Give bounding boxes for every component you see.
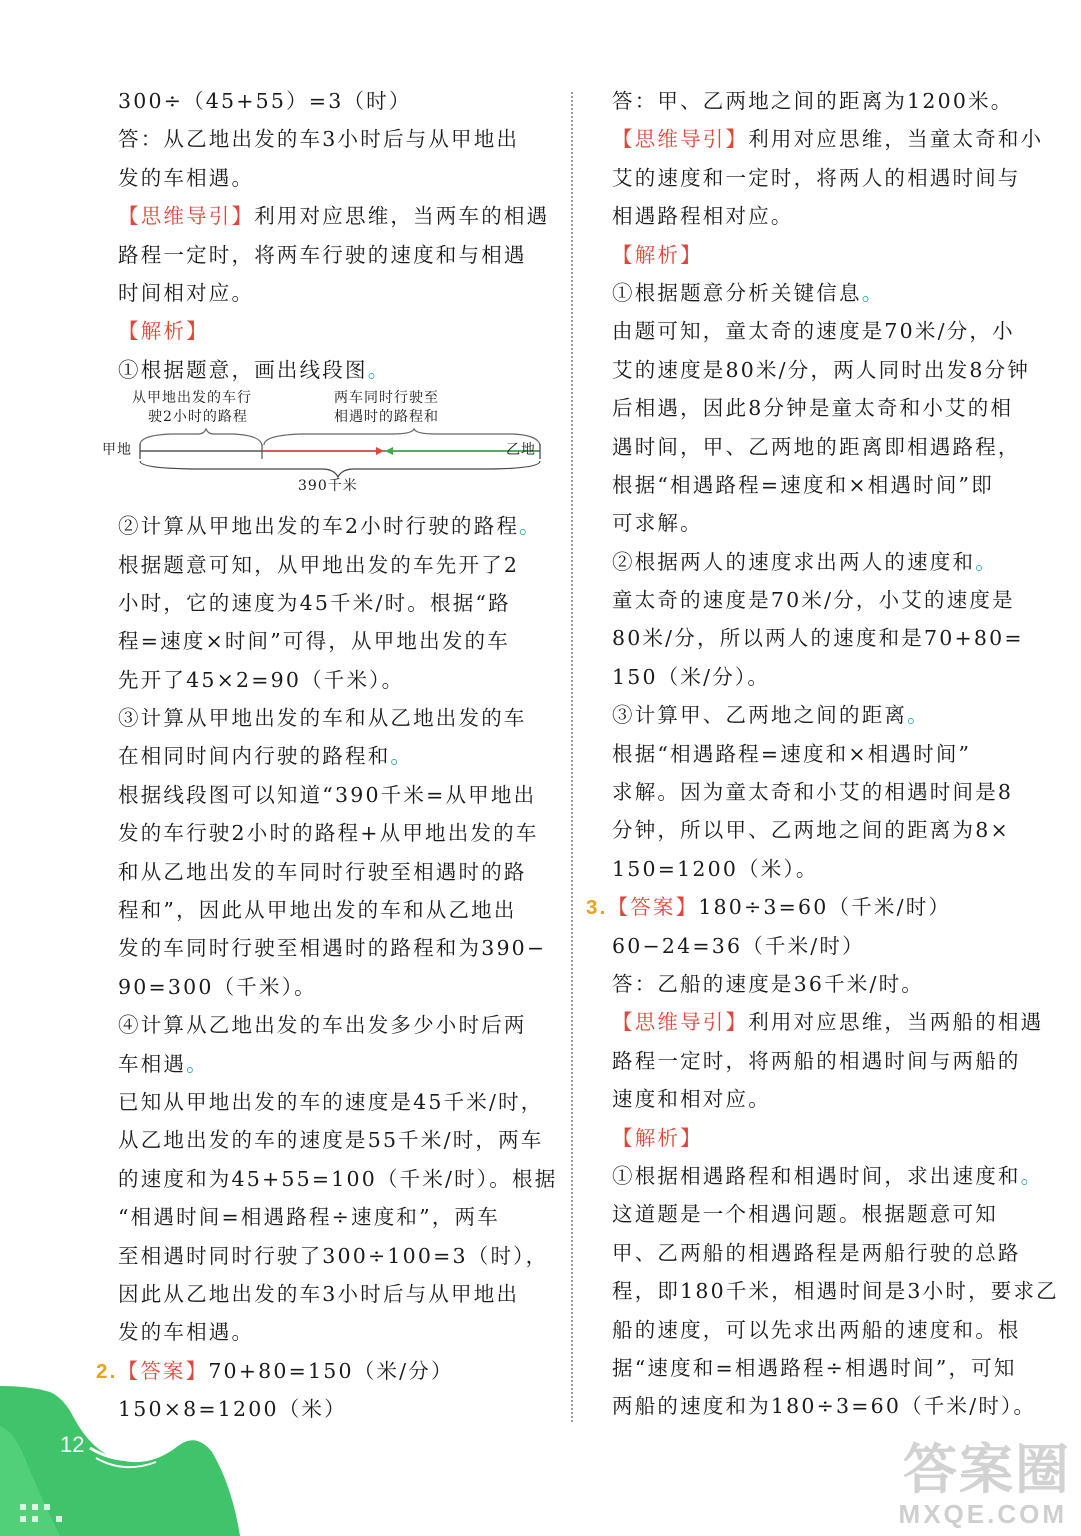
analysis-heading <box>612 236 1032 274</box>
answer-line <box>586 888 1032 926</box>
guide-paragraph <box>118 197 554 235</box>
diagram-label-left-1: 从甲地出发的车行 <box>132 390 252 407</box>
column-divider <box>571 92 573 1422</box>
analysis-tag: 【解析】 <box>612 1125 703 1150</box>
diagram-end-right: 乙地 <box>506 442 536 459</box>
text-span: ①根据相遇路程和相遇时间，求出速度和 <box>612 1163 1021 1188</box>
text-line: 发的车相遇。 <box>118 1320 255 1345</box>
teal-period: 。 <box>186 1051 209 1076</box>
text-span: 利用对应思维，当童太奇和小 <box>748 127 1044 152</box>
guide-paragraph <box>612 1003 1044 1041</box>
text-line: 答：从乙地出发的车3小时后与从甲地出 <box>118 127 520 152</box>
text-line: 程=速度×时间”可得，从甲地出发的车 <box>118 629 510 654</box>
text-line: 从乙地出发的车的速度是55千米/时，两车 <box>118 1128 544 1153</box>
text-line: 因此从乙地出发的车3小时后与从甲地出 <box>118 1281 520 1306</box>
text-line: 已知从甲地出发的车的速度是45千米/时， <box>118 1089 544 1114</box>
answer-tag: 【答案】 <box>117 1358 209 1383</box>
text-line: 两船的速度和为180÷3=60（千米/时）。 <box>612 1394 1037 1419</box>
step-heading <box>612 1157 1044 1195</box>
text-span: ③计算甲、乙两地之间的距离 <box>612 703 908 728</box>
watermark-url: MXQE.COM <box>898 1499 1067 1529</box>
text-line: 童太奇的速度是70米/分，小艾的速度是 <box>612 588 1015 613</box>
text-line: 相遇路程相对应。 <box>612 204 794 229</box>
diagram-label-right-2: 相遇时的路程和 <box>334 409 439 426</box>
text-line: 可求解。 <box>612 511 703 536</box>
step-heading <box>118 351 554 389</box>
answer-tag: 【答案】 <box>607 895 699 920</box>
text-line: 发的车相遇。 <box>118 165 255 190</box>
question-number: 2. <box>96 1359 118 1383</box>
page-corner-decoration <box>0 1386 260 1536</box>
analysis-tag: 【解析】 <box>612 242 703 267</box>
text-line: 根据线段图可以知道“390千米=从甲地出 <box>118 782 537 807</box>
text-line: 300÷（45+55）=3（时） <box>118 89 412 113</box>
page-number: 12 <box>60 1432 85 1457</box>
text-line: 分钟，所以甲、乙两地之间的距离为8× <box>612 818 1010 843</box>
text-span: 利用对应思维，当两车的相遇 <box>254 204 550 229</box>
guide-tag: 【思维导引】 <box>612 127 749 152</box>
teal-period: 。 <box>861 280 885 305</box>
text-line: 据“速度和=相遇路程÷相遇时间”，可知 <box>612 1355 1017 1380</box>
guide-tag: 【思维导引】 <box>612 1010 749 1035</box>
text-span: 利用对应思维，当两船的相遇 <box>748 1010 1044 1035</box>
text-line: 程和”，因此从甲地出发的车和从乙地出 <box>118 898 517 923</box>
text-line: 150=1200（米）。 <box>612 856 819 881</box>
text-line: 遇时间，甲、乙两地的距离即相遇路程， <box>612 434 1021 459</box>
step-heading <box>612 274 1032 312</box>
text-line: 至相遇时同时行驶了300÷100=3（时）， <box>118 1243 549 1268</box>
text-line: 后相遇，因此8分钟是童太奇和小艾的相 <box>612 396 1014 421</box>
text-line: 150×8=1200（米） <box>118 1397 347 1422</box>
text-line: 和从乙地出发的车同时行驶至相遇时的路 <box>118 859 527 884</box>
text-line: 这道题是一个相遇问题。根据题意可知 <box>612 1202 998 1227</box>
teal-period: 。 <box>975 549 998 574</box>
watermark-logo-text: 答案圈 <box>903 1438 1071 1501</box>
teal-period: 。 <box>367 357 391 382</box>
analysis-heading <box>118 312 554 350</box>
analysis-heading <box>612 1119 1032 1157</box>
diagram-end-left: 甲地 <box>102 442 132 459</box>
step-heading <box>612 543 1032 581</box>
left-column <box>96 82 558 1429</box>
text-line: 90=300（千米）。 <box>118 974 317 999</box>
diagram-label-left-2: 驶2小时的路程 <box>148 409 248 426</box>
question-number: 3. <box>586 896 608 920</box>
right-column <box>586 82 1059 1426</box>
text-line: 求解。因为童太奇和小艾的相遇时间是8 <box>612 780 1014 805</box>
text-span: ②根据两人的速度求出两人的速度和 <box>612 549 976 574</box>
text-line: 船的速度，可以先求出两船的速度和。根 <box>612 1317 1021 1342</box>
guide-tag: 【思维导引】 <box>118 204 255 229</box>
text-line: 程，即180千米，相遇时间是3小时，要求乙 <box>612 1279 1059 1304</box>
text-line: 时间相对应。 <box>118 280 255 305</box>
text-line: 路程一定时，将两车行驶的速度和与相遇 <box>118 242 527 267</box>
text-line: 150（米/分）。 <box>612 664 771 689</box>
text-span: 车相遇 <box>118 1051 187 1076</box>
site-watermark <box>881 1406 1081 1536</box>
text-line: 的速度和为45+55=100（千米/时）。根据 <box>118 1166 558 1191</box>
text-line: 发的车同时行驶至相遇时的路程和为390− <box>118 936 547 961</box>
text-line: 根据题意可知，从甲地出发的车先开了2 <box>118 552 520 577</box>
text-line: 艾的速度是80米/分，两人同时出发8分钟 <box>612 357 1031 382</box>
diagram-label-right-1: 两车同时行驶至 <box>334 390 439 407</box>
line-segment-diagram <box>102 389 542 507</box>
step-heading <box>118 1045 554 1083</box>
step-heading <box>118 737 554 775</box>
text-line: 答：乙船的速度是36千米/时。 <box>612 971 924 996</box>
guide-paragraph <box>612 120 1044 158</box>
text-line: 答：甲、乙两地之间的距离为1200米。 <box>612 89 1014 113</box>
text-line: 由题可知，童太奇的速度是70米/分，小 <box>612 319 1015 344</box>
diagram-total: 390千米 <box>298 478 358 495</box>
answer-line <box>96 1352 554 1390</box>
step-heading <box>612 696 1032 734</box>
text-line: 80米/分，所以两人的速度和是70+80= <box>612 626 1024 651</box>
text-span: ①根据题意分析关键信息 <box>612 280 862 305</box>
text-span: ②计算从甲地出发的车2小时行驶的路程 <box>118 514 520 539</box>
teal-period: 。 <box>907 703 930 728</box>
teal-period: 。 <box>519 514 542 539</box>
analysis-tag: 【解析】 <box>118 319 209 344</box>
text-span: 在相同时间内行驶的路程和 <box>118 744 391 769</box>
text-line: 速度和相对应。 <box>612 1087 771 1112</box>
text-line: 60−24=36（千米/时） <box>612 933 865 958</box>
text-line: 艾的速度和一定时，将两人的相遇时间与 <box>612 165 1021 190</box>
text-line: 根据“相遇路程=速度和×相遇时间” <box>612 741 972 766</box>
step-heading: ④计算从乙地出发的车出发多少小时后两 <box>118 1013 527 1038</box>
text-span: 70+80=150（米/分） <box>208 1358 454 1383</box>
text-line: 小时，它的速度为45千米/时。根据“路 <box>118 590 511 615</box>
text-line: 路程一定时，将两船的相遇时间与两船的 <box>612 1048 1021 1073</box>
text-line: 先开了45×2=90（千米）。 <box>118 667 405 692</box>
text-line: 发的车行驶2小时的路程+从甲地出发的车 <box>118 821 539 846</box>
step-heading: ③计算从甲地出发的车和从乙地出发的车 <box>118 706 527 731</box>
text-line: “相遇时间=相遇路程÷速度和”，两车 <box>118 1205 500 1230</box>
teal-period: 。 <box>390 744 414 769</box>
text-span: ①根据题意，画出线段图 <box>118 357 368 382</box>
text-line: 根据“相遇路程=速度和×相遇时间”即 <box>612 472 994 497</box>
text-line: 甲、乙两船的相遇路程是两船行驶的总路 <box>612 1240 1021 1265</box>
teal-period: 。 <box>1020 1163 1044 1188</box>
step-heading <box>118 507 554 545</box>
text-span: 180÷3=60（千米/时） <box>698 895 952 920</box>
